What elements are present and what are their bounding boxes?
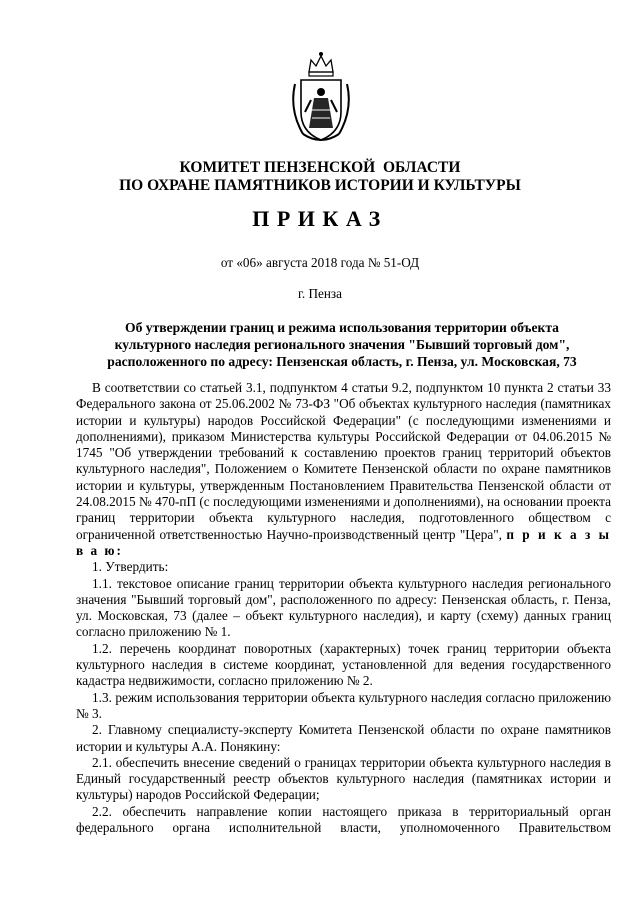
committee-line1: КОМИТЕТ ПЕНЗЕНСКОЙ ОБЛАСТИ: [179, 159, 461, 176]
subject-line3: расположенного по адресу: Пензенская область, г. Пенза, ул. Московская, 73: [107, 354, 577, 369]
document-type: ПРИКАЗ: [252, 206, 388, 231]
preamble-text: В соответствии со статьей 3.1, подпунктом 4 статьи 9.2, подпунктом 10 пункта 2 статьи 33 Федерального закона от 25.06.2002 № 73-ФЗ "Об объектах культурного наследия (памятниках истории и культуры) народов Российской Федерации" (с последующими изменениями и дополнениями), приказом Министерства культуры Российской Федерации от 04.06.2015 № 1745 "Об утверждении требований к составлению проектов границ территорий объектов культурного наследия", Положением о Комитете Пензенской области по охране памятников истории и культуры, утвержденным Постановлением Правительства Пензенской области от 24.08.2015 № 470-пП (с последующими изменениями и дополнениями), на основании проекта границ территории объекта культурного наследия, подготовленного обществом с ограниченной ответственностью Научно-производственный центр "Цера",: [76, 380, 611, 542]
order-word: п р и к а з ы в а ю:: [76, 526, 611, 558]
item-2-2: 2.2. обеспечить направление копии настоящего приказа в территориальный орган федерального органа исполнительной власти, уполномоченного Правительством: [76, 803, 611, 836]
item-1: 1. Утвердить:: [92, 559, 169, 575]
item-2-1: 2.1. обеспечить внесение сведений о границах территории объекта культурного наследия в Единый государственный реестр объектов культурного наследия (памятниках истории и культуры) народов Российской Федерации;: [76, 754, 611, 803]
subject-line2: культурного наследия регионального значения "Бывший торговый дом",: [114, 337, 570, 352]
item-2: 2. Главному специалисту-эксперту Комитета Пензенской области по охране памятников истории и культуры А.А. Понякину:: [76, 722, 611, 754]
item-1-2: 1.2. перечень координат поворотных (характерных) точек границ территории объекта культурного наследия в системе координат, установленной для ведения государственного кадастра недвижимости, согласно приложению № 2.: [76, 640, 611, 689]
item-1-1: 1.1. текстовое описание границ территории объекта культурного наследия регионального значения "Бывший торговый дом", расположенного по адресу: Пензенская область, г. Пенза, ул. Московская, 73 (далее – объект культурного наследия), и карту (схему) данных границ согласно приложению № 1.: [76, 575, 611, 640]
subject-line1: Об утверждении границ и режима использования территории объекта: [125, 320, 559, 335]
document-subject: [44, 319, 640, 370]
document-body: [76, 380, 611, 836]
document-city: г. Пенза: [297, 286, 342, 301]
penza-coat-of-arms-icon: [281, 50, 361, 150]
committee-name: [0, 159, 640, 194]
committee-line2: ПО ОХРАНЕ ПАМЯТНИКОВ ИСТОРИИ И КУЛЬТУРЫ: [119, 176, 521, 194]
item-1-3: 1.3. режим использования территории объекта культурного наследия согласно приложению № 3.: [76, 689, 611, 721]
preamble-paragraph: [76, 380, 611, 559]
document-date-number: от «06» августа 2018 года № 51-ОД: [220, 255, 420, 270]
